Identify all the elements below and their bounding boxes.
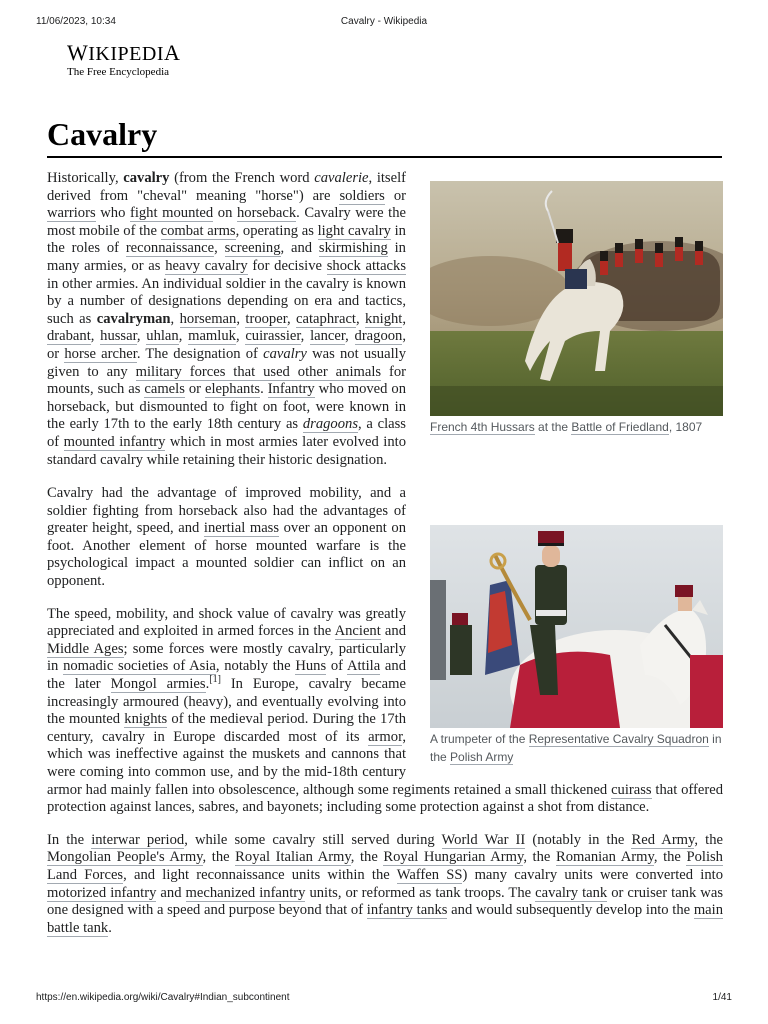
wiki-link-infantry-tanks[interactable]: infantry tanks — [366, 902, 448, 919]
print-url: https://en.wikipedia.org/wiki/Cavalry#Indian_subcontinent — [36, 992, 290, 1003]
wiki-link-waffen-ss[interactable]: Waffen SS — [396, 866, 463, 883]
wiki-link-cavalry-tank[interactable]: cavalry tank — [535, 884, 608, 901]
wiki-link-royal-italian-army[interactable]: Royal Italian Army — [235, 849, 351, 866]
wiki-link-huns[interactable]: Huns — [295, 658, 327, 675]
wiki-link-fight-mounted[interactable]: fight mounted — [129, 205, 214, 222]
wiki-link-military-forces-that-used-other-animals[interactable]: military forces that used other animals — [135, 363, 382, 380]
wiki-link-warriors[interactable]: warriors — [47, 205, 96, 222]
paragraph-1: Historically, cavalry (from the French word cavalerie, itself derived from "cheval" meaning "horse") are soldiers or warriors who fight mounted on horseback. Cavalry were the most mobile of the combat arms, operating as light cavalry in the roles of reconnaissance, screening, and skirmishing in many armies, or as heavy cavalry for decisive shock attacks in other armies. An individual soldier in the cavalry is known by a number of designations depending on era and tactics, such as cavalryman, horseman, trooper, cataphract, knight, drabant, hussar, uhlan, mamluk, cuirassier, lancer, dragoon, or horse archer. The designation of cavalry was not usually given to any military forces that used other animals for mounts, such as camels or elephants. Infantry who moved on horseback, but dismounted to fight on foot, were known in the early 17th to the early 18th century as dragoons, a class of mounted infantry which in most armies later evolved into standard cavalry while retaining their historic designation. — [47, 170, 407, 468]
wiki-link-combat-arms[interactable]: combat arms — [160, 222, 236, 239]
page-title: Cavalry — [47, 116, 158, 152]
wiki-link-mamluk[interactable]: mamluk — [188, 328, 236, 345]
wiki-link-motorized-infantry[interactable]: motorized infantry — [47, 884, 157, 901]
print-footer — [36, 992, 732, 1006]
wiki-link-knights[interactable]: knights — [124, 711, 168, 728]
wiki-link-mongol-armies[interactable]: Mongol armies — [110, 676, 206, 693]
trumpeter-photo-image[interactable] — [430, 525, 723, 728]
wiki-link-dragoon[interactable]: dragoon — [354, 328, 403, 345]
wiki-link-infantry[interactable]: Infantry — [267, 381, 315, 398]
figure-trumpeter — [430, 525, 723, 766]
wiki-link-cuirassier[interactable]: cuirassier — [245, 328, 301, 345]
figure-hussars — [430, 181, 723, 436]
wiki-link-dragoons[interactable]: dragoons — [302, 416, 358, 433]
reference-1[interactable]: [1] — [209, 674, 221, 686]
wiki-link-mechanized-infantry[interactable]: mechanized infantry — [185, 884, 306, 901]
wiki-link-knight[interactable]: knight — [365, 310, 403, 327]
wiki-link-interwar-period[interactable]: interwar period — [91, 831, 185, 848]
wiki-link-horse-archer[interactable]: horse archer — [64, 345, 137, 362]
paragraph-4: In the interwar period, while some cavalry still served during World War II (notably in the Red Army, the Mongolian People's Army, the Royal Italian Army, the Royal Hungarian Army, the Romanian Army, the Polish Land Forces, and light reconnaissance units within the Waffen SS) many cavalry units were converted into motorized infantry and mechanized infantry units, or reformed as tank troops. The cavalry tank or cruiser tank was one designed with a speed and purpose beyond that of infantry tanks and would subsequently develop into the main battle tank. — [47, 831, 723, 936]
hussars-painting-image[interactable] — [430, 181, 723, 416]
print-page-title: Cavalry - Wikipedia — [340, 16, 428, 27]
wiki-link-main-battle-tank[interactable]: main battle tank — [47, 902, 723, 936]
print-datetime: 11/06/2023, 10:34 — [36, 16, 116, 27]
logo-wordmark: WIKIPEDIA — [67, 40, 181, 65]
print-header — [36, 16, 732, 30]
title-divider — [47, 156, 722, 158]
wiki-link-uhlan[interactable]: uhlan — [146, 328, 179, 345]
caption-link-hussars[interactable]: French 4th Hussars — [430, 420, 535, 434]
wikipedia-logo[interactable] — [67, 42, 180, 78]
wiki-link-attila[interactable]: Attila — [346, 658, 381, 675]
wiki-link-soldiers[interactable]: soldiers — [339, 187, 385, 204]
wiki-link-inertial-mass[interactable]: inertial mass — [203, 520, 280, 537]
wiki-link-shock-attacks[interactable]: shock attacks — [326, 257, 407, 274]
wiki-link-cataphract[interactable]: cataphract — [296, 310, 356, 327]
wiki-link-horseman[interactable]: horseman — [179, 310, 237, 327]
wiki-link-ancient[interactable]: Ancient — [334, 623, 381, 640]
caption-link-cavalry-squadron[interactable]: Representative Cavalry Squadron — [528, 732, 709, 747]
wiki-link-mounted-infantry[interactable]: mounted infantry — [63, 433, 166, 450]
figure-caption-trumpeter: A trumpeter of the Representative Cavalry Squadron in the Polish Army — [430, 732, 722, 765]
logo-tagline: The Free Encyclopedia — [67, 66, 170, 78]
caption-link-polish-army[interactable]: Polish Army — [450, 750, 514, 765]
paragraph-3: The speed, mobility, and shock value of cavalry was greatly appreciated and exploited in armed forces in the Ancient and Middle Ages; some forces were mostly cavalry, particularly in nomadic societies of Asia, notably the Huns of Attila and the later Mongol armies.[1] In Europe, cavalry became increasingly armoured (heavy), and eventually evolving into the mounted knights of the medieval period. During the 17th century, cavalry in Europe discarded most of its armor, which was ineffective against the muskets and cannons that were coming into common use, and by the mid-18th century armor had mainly fallen into obsolescence, although some regiments retained a small thickened cuirass that offered protection against lances, sabres, and bayonets; including some protection against a shot from distance. — [47, 605, 724, 816]
wiki-link-world-war-ii[interactable]: World War II — [441, 831, 526, 848]
figure-caption-hussars: French 4th Hussars at the Battle of Friedland, 1807 — [430, 420, 703, 434]
wiki-link-mongolian-people-s-army[interactable]: Mongolian People's Army — [47, 849, 203, 866]
wiki-link-hussar[interactable]: hussar — [100, 328, 137, 345]
caption-link-friedland[interactable]: Battle of Friedland — [571, 420, 669, 434]
wiki-link-polish-land-forces[interactable]: Polish Land Forces — [47, 849, 723, 883]
wiki-link-reconnaissance[interactable]: reconnaissance — [125, 240, 215, 257]
wiki-link-light-cavalry[interactable]: light cavalry — [317, 222, 391, 239]
wiki-link-armor[interactable]: armor — [368, 728, 403, 745]
paragraph-2: Cavalry had the advantage of improved mobility, and a soldier fighting from horseback also had the advantages of greater height, speed, and inertial mass over an opponent on foot. Another element of horse mounted warfare is the psychological impact a mounted soldier can inflict on an opponent. — [47, 485, 406, 590]
wiki-link-heavy-cavalry[interactable]: heavy cavalry — [165, 257, 248, 274]
wiki-link-cuirass[interactable]: cuirass — [611, 781, 652, 798]
wiki-link-red-army[interactable]: Red Army — [631, 831, 695, 848]
wiki-link-trooper[interactable]: trooper — [245, 310, 287, 327]
wiki-link-romanian-army[interactable]: Romanian Army — [555, 849, 654, 866]
wiki-link-lancer[interactable]: lancer — [310, 328, 346, 345]
wiki-link-middle-ages[interactable]: Middle Ages — [47, 640, 124, 657]
wiki-link-royal-hungarian-army[interactable]: Royal Hungarian Army — [383, 849, 524, 866]
wiki-link-camels[interactable]: camels — [144, 381, 185, 398]
article-body — [47, 170, 723, 952]
wiki-link-elephants[interactable]: elephants — [204, 381, 261, 398]
wiki-link-screening[interactable]: screening — [224, 240, 281, 257]
wiki-link-horseback[interactable]: horseback — [237, 205, 297, 222]
print-page-number: 1/41 — [712, 992, 732, 1003]
wiki-link-nomadic-societies-of-asia[interactable]: nomadic societies of Asia — [63, 658, 216, 675]
wiki-link-skirmishing[interactable]: skirmishing — [318, 240, 388, 257]
wiki-link-drabant[interactable]: drabant — [47, 328, 91, 345]
